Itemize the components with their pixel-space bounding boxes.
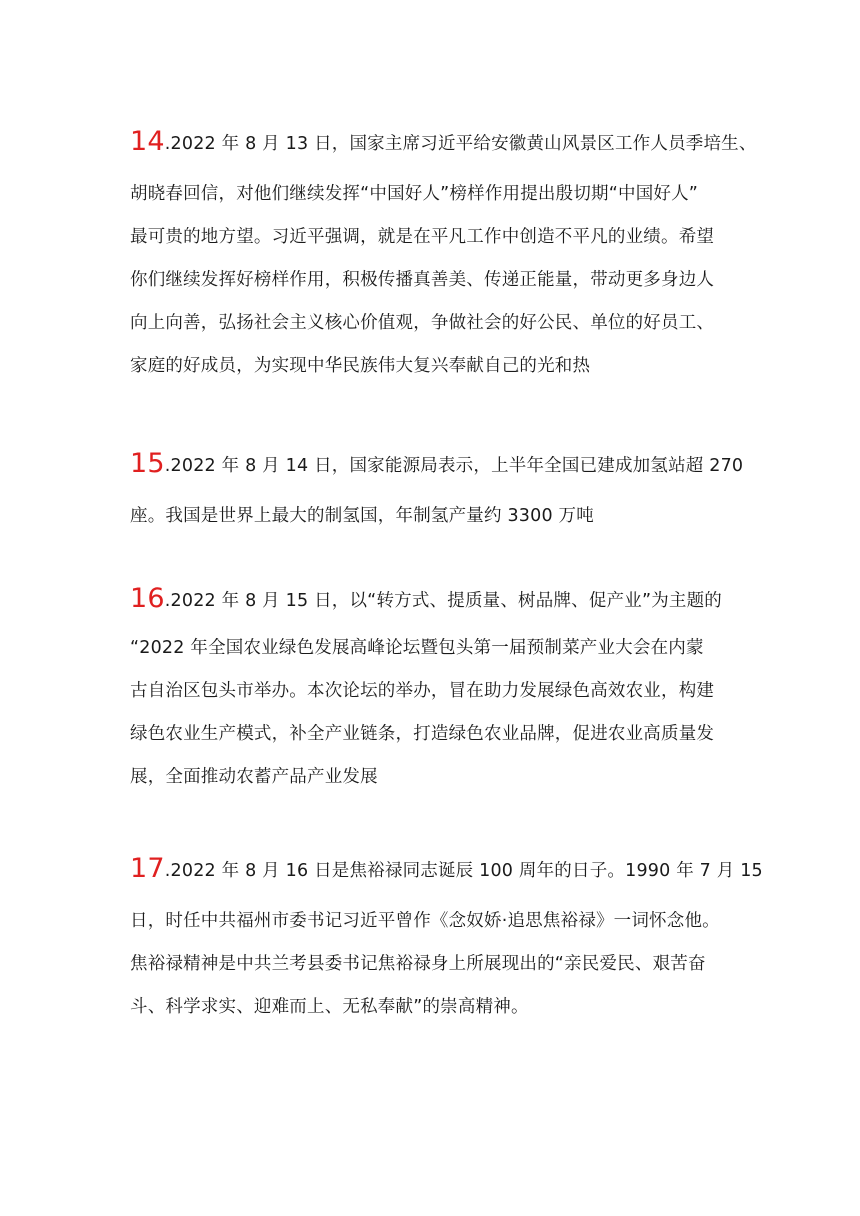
item-text-line: .2022 年 8 月 16 日是焦裕禄同志诞辰 100 周年的日子。1990 年 7 月 15 (164, 861, 763, 881)
item-text-line: 斗、科学求实、迎难而上、无私奉献”的崇高精神。 (130, 997, 529, 1017)
news-item-16 (130, 575, 735, 795)
item-text-line: 日，时任中共福州市委书记习近平曾作《念奴娇·追思焦裕禄》一词怀念他。 (130, 911, 720, 931)
item-text-line: 展，全面推动农蓄产品产业发展 (130, 767, 378, 787)
item-text-line: 家庭的好成员，为实现中华民族伟大复兴奉献自己的光和热 (130, 356, 591, 376)
item-text-line: 座。我国是世界上最大的制氢国，年制氢产量约 3300 万吨 (130, 506, 594, 526)
news-item-17 (130, 845, 763, 1025)
item-first-line (130, 845, 763, 891)
item-text-line: .2022 年 8 月 13 日，国家主席习近平给安徽黄山风景区工作人员季培生、 (164, 134, 757, 154)
item-number: 17 (130, 853, 165, 884)
item-number: 14 (130, 126, 165, 157)
item-number: 15 (130, 448, 165, 479)
news-item-15 (130, 440, 744, 534)
item-text-line: 焦裕禄精神是中共兰考县委书记焦裕禄身上所展现出的“亲民爱民、艰苦奋 (130, 954, 706, 974)
news-item-14 (130, 118, 757, 384)
item-first-line (130, 440, 744, 486)
item-text-line: “2022 年全国农业绿色发展高峰论坛暨包头第一届预制菜产业大会在内蒙 (130, 638, 704, 658)
item-number: 16 (130, 583, 165, 614)
item-text-line: 古自治区包头市举办。本次论坛的举办，冒在助力发展绿色高效农业，构建 (130, 681, 715, 701)
item-first-line (130, 118, 757, 164)
item-text-line: .2022 年 8 月 15 日，以“转方式、提质量、树品牌、促产业”为主题的 (164, 591, 723, 611)
item-text-line: 你们继续发挥好榜样作用，积极传播真善美、传递正能量，带动更多身边人 (130, 270, 715, 290)
item-first-line (130, 575, 735, 621)
item-text-line: 最可贵的地方望。习近平强调，就是在平凡工作中创造不平凡的业绩。希望 (130, 227, 715, 247)
item-text-line: .2022 年 8 月 14 日，国家能源局表示，上半年全国已建成加氢站超 270 (164, 456, 744, 476)
item-text-line: 胡晓春回信，对他们继续发挥“中国好人”榜样作用提出殷切期“中国好人” (130, 184, 699, 204)
item-text-line: 向上向善，弘扬社会主义核心价值观，争做社会的好公民、单位的好员工、 (130, 313, 715, 333)
item-text-line: 绿色农业生产模式，补全产业链条，打造绿色农业品牌，促进农业高质量发 (130, 724, 715, 744)
